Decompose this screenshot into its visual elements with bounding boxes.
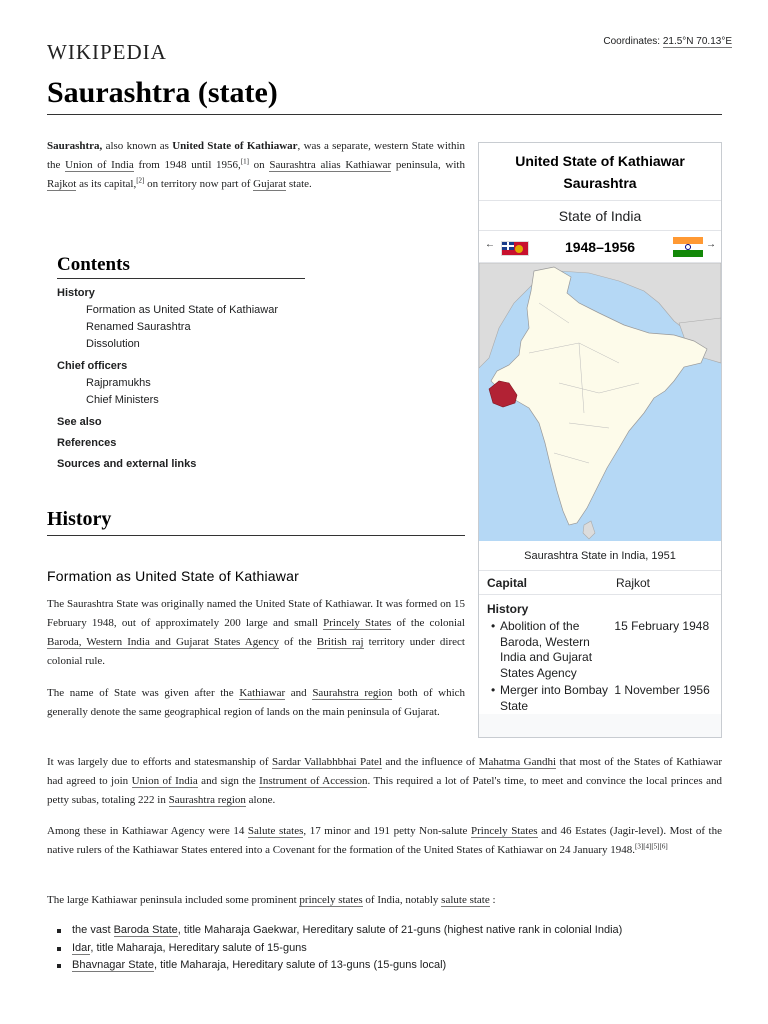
paragraph-peninsula <box>47 891 722 910</box>
lead-text: also known as <box>102 140 173 152</box>
toc-title: Contents <box>57 254 305 279</box>
paragraph-formation <box>47 595 465 671</box>
para-text: both of which generally denote the same geographical region of lands on the main peninsula of Gujarat. <box>47 687 466 718</box>
toc-item-sources[interactable]: Sources and external links <box>57 458 197 470</box>
history-event <box>487 683 713 714</box>
link-saurashtra-kathiawar[interactable]: Saurashtra alias Kathiawar <box>269 159 392 171</box>
toc-item-chief-officers[interactable]: Chief officers <box>57 360 128 372</box>
infobox-name-line2: Saurashtra <box>563 174 637 191</box>
event-name[interactable]: • Abolition of the Baroda, Western India and Gujarat States Agency <box>487 619 614 681</box>
capital-label: Capital <box>487 575 528 590</box>
toc-item-formation[interactable]: Formation as United State of Kathiawar <box>86 304 278 316</box>
para-text: and the influence of <box>381 756 479 768</box>
list-item <box>57 940 727 958</box>
para-text: of the colonial <box>391 617 465 629</box>
ref-link[interactable]: [3][4][5][6] <box>635 842 668 851</box>
lead-text: peninsula, with <box>391 159 465 171</box>
infobox-name-line1: United State of Kathiawar <box>515 152 685 169</box>
paragraph-patel <box>47 753 722 810</box>
link-princely-states[interactable]: Princely States <box>323 617 392 629</box>
link-british-raj[interactable]: British raj <box>316 636 364 648</box>
link-instrument-of-accession[interactable]: Instrument of Accession <box>259 775 368 787</box>
para-text: The Saurashtra State was originally named the United State of Kathiawar. It was formed on 15 February 1948, out of approximately 200 large and small <box>47 598 465 629</box>
para-text: that most of the States of Kathiawar had agreed to join <box>47 756 723 787</box>
toc-item-renamed[interactable]: Renamed Saurashtra <box>86 321 191 333</box>
link-gandhi[interactable]: Mahatma Gandhi <box>478 756 557 768</box>
event-name[interactable]: • Merger into Bombay State <box>487 683 614 714</box>
lead-text: on <box>248 159 270 171</box>
coordinates <box>603 36 732 47</box>
lead-text: on territory now part of <box>144 178 254 190</box>
link-princely-states-3[interactable]: princely states <box>299 894 363 906</box>
lead-text: as its capital, <box>76 178 137 190</box>
para-text: alone. <box>245 794 276 806</box>
history-event <box>487 619 713 681</box>
event-date: 15 February 1948 <box>614 619 710 633</box>
para-text: The name of State was given after the <box>47 687 240 699</box>
paragraph-name-origin <box>47 684 465 722</box>
section-heading-history: History <box>47 508 465 536</box>
link-union-of-india-2[interactable]: Union of India <box>131 775 198 787</box>
para-text: and sign the <box>197 775 260 787</box>
link-salute-state[interactable]: salute state <box>441 894 490 906</box>
map-caption: Saurashtra State in India, 1951 <box>479 541 721 571</box>
paragraph-agency <box>47 822 722 860</box>
toc-item-see-also[interactable]: See also <box>57 416 102 428</box>
list-item <box>57 922 727 940</box>
lead-bold-alt-name: United State of Kathiawar <box>172 140 298 152</box>
link-patel[interactable]: Sardar Vallabhbhai Patel <box>272 756 382 768</box>
link-salute-states[interactable]: Salute states <box>247 825 304 837</box>
lead-text: , was a separate, western State within the <box>47 140 466 171</box>
princely-states-list <box>57 922 727 975</box>
list-text: , title Maharaja, Hereditary salute of 15-guns <box>90 941 307 954</box>
coordinates-link[interactable]: 21.5°N 70.13°E <box>662 36 732 47</box>
para-text: : <box>489 894 496 906</box>
lead-text: from 1948 until 1956, <box>133 159 241 171</box>
history-label: History <box>487 602 529 616</box>
list-text: , title Maharaja Gaekwar, Hereditary salute of 21-guns (highest native rank in colonial India) <box>177 924 623 936</box>
coordinates-label: Coordinates: <box>603 36 661 47</box>
infobox-type: State of India <box>479 201 721 231</box>
table-of-contents <box>57 254 317 473</box>
link-rajkot[interactable]: Rajkot <box>47 178 77 190</box>
para-text: territory under direct colonial rule. <box>47 636 465 667</box>
capital-link[interactable]: Rajkot <box>616 575 651 590</box>
infobox <box>478 142 722 738</box>
infobox-years: 1948–1956 <box>564 239 636 255</box>
toc-item-references[interactable]: References <box>57 437 117 449</box>
para-text: The large Kathiawar peninsula included some prominent <box>47 894 300 906</box>
link-kathiawar[interactable]: Kathiawar <box>239 687 286 699</box>
toc-item-dissolution[interactable]: Dissolution <box>86 338 140 350</box>
para-text: and 46 Estates (Jagir-level). Most of the native rulers of the Kathiawar States entered into a Covenant for the formation of the United States of Kathiawar on 24 January 1948. <box>47 825 722 856</box>
link-princely-states-2[interactable]: Princely States <box>471 825 538 837</box>
next-arrow-icon[interactable]: → <box>706 239 716 250</box>
para-text: . This required a lot of Patel's time, to meet and convince the local princes and petty subas, totaling 222 in <box>47 775 722 806</box>
link-gujarat[interactable]: Gujarat <box>253 178 287 190</box>
history-section <box>479 595 721 714</box>
next-state-flag-icon[interactable] <box>673 237 703 257</box>
para-text: of the <box>279 636 317 648</box>
link-baroda-agency[interactable]: Baroda, Western India and Gujarat States Agency <box>47 636 280 648</box>
subsection-heading-formation: Formation as United State of Kathiawar <box>47 568 299 584</box>
wikipedia-wordmark[interactable]: WIKIPEDIA <box>47 40 167 64</box>
toc-item-rajpramukhs[interactable]: Rajpramukhs <box>86 377 151 389</box>
event-date: 1 November 1956 <box>614 683 710 697</box>
capital-row <box>479 571 721 595</box>
link-baroda-state[interactable]: Baroda State <box>113 924 178 936</box>
para-text: of India, notably <box>362 894 442 906</box>
toc-item-history[interactable]: History <box>57 287 95 299</box>
ref-link[interactable]: [2] <box>136 176 145 185</box>
para-text: It was largely due to efforts and statesmanship of <box>47 756 272 768</box>
link-union-of-india[interactable]: Union of India <box>65 159 134 171</box>
link-bhavnagar-state[interactable]: Bhavnagar State <box>72 959 154 971</box>
ref-link[interactable]: [1] <box>240 157 249 166</box>
link-saurashtra-region[interactable]: Saurahstra region <box>312 687 393 699</box>
locator-map[interactable] <box>479 263 721 541</box>
toc-item-chief-ministers[interactable]: Chief Ministers <box>86 394 159 406</box>
page-title: Saurashtra (state) <box>47 76 722 115</box>
list-text: , title Maharaja, Hereditary salute of 13-guns (15-guns local) <box>153 959 447 971</box>
lead-text: state. <box>286 178 312 190</box>
para-text: Among these in Kathiawar Agency were 14 <box>47 825 248 837</box>
link-saurashtra-region-2[interactable]: Saurashtra region <box>168 794 246 806</box>
infobox-years-row <box>479 231 721 263</box>
lead-bold-name: Saurashtra, <box>47 140 103 152</box>
prev-arrow-icon[interactable]: ← <box>485 239 495 250</box>
para-text: and <box>285 687 313 699</box>
india-map-svg <box>479 263 721 541</box>
infobox-title <box>479 143 721 201</box>
lead-paragraph <box>47 137 465 194</box>
list-text: the vast <box>72 924 114 936</box>
para-text: , 17 minor and 191 petty Non-salute <box>303 825 471 837</box>
link-idar[interactable]: Idar <box>72 941 91 954</box>
list-item <box>57 957 727 975</box>
